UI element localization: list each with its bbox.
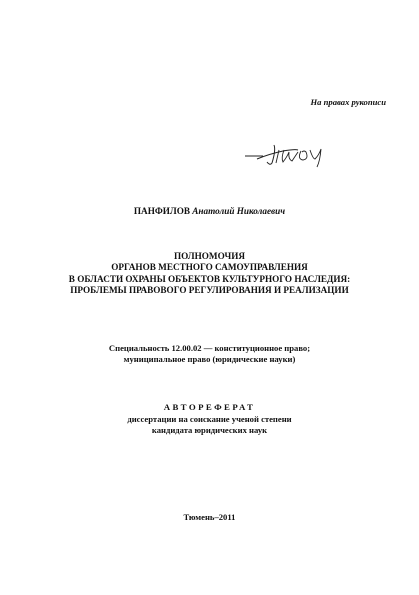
title-line: ПОЛНОМОЧИЯ [173, 251, 246, 261]
specialty-line: Специальность 12.00.02 — конституционное право; [108, 343, 311, 353]
author-name [0, 206, 419, 216]
rights-note: На правах рукописи [310, 97, 386, 107]
author-signature [243, 141, 335, 169]
title-line: ОРГАНОВ МЕСТНОГО САМОУПРАВЛЕНИЯ [111, 262, 308, 273]
title-line: В ОБЛАСТИ ОХРАНЫ ОБЪЕКТОВ КУЛЬТУРНОГО НАСЛЕДИЯ: [68, 273, 351, 284]
place-year: Тюмень–2011 [183, 512, 236, 522]
degree-line: кандидата юридических наук [151, 425, 268, 435]
author-surname: ПАНФИЛОВ [133, 206, 190, 216]
dissertation-title [0, 251, 419, 296]
abstract-heading: АВТОРЕФЕРАТ [163, 402, 256, 412]
title-line: ПРОБЛЕМЫ ПРАВОВОГО РЕГУЛИРОВАНИЯ И РЕАЛИЗАЦИИ [70, 284, 349, 295]
author-given-names: Анатолий Николаевич [192, 206, 286, 216]
degree-statement [0, 414, 419, 436]
specialty-line: муниципальное право (юридические науки) [123, 354, 296, 364]
specialty [0, 343, 419, 365]
degree-line: диссертации на соискание ученой степени [127, 414, 292, 424]
